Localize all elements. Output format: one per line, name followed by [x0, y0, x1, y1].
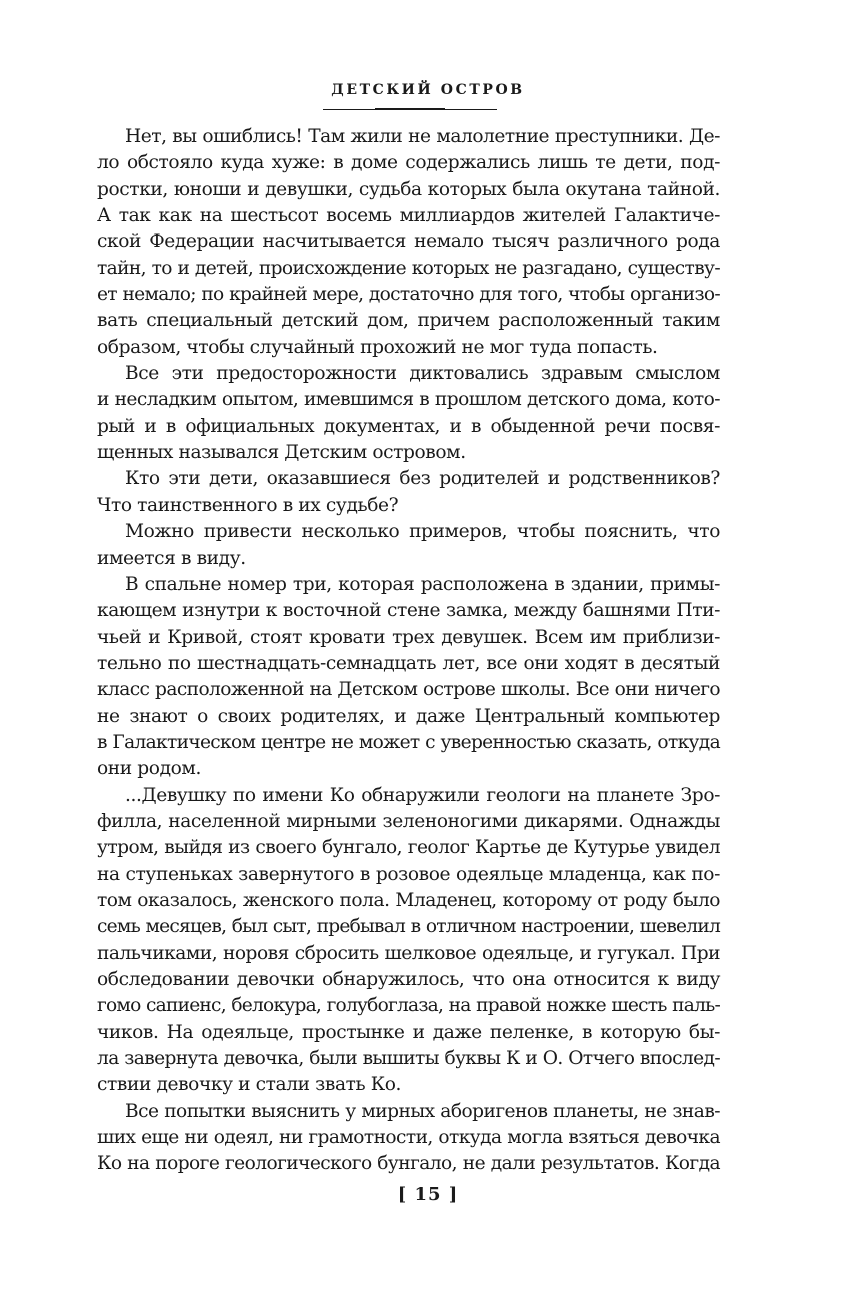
text-line: и несладким опытом, имевшимся в прошлом детского дома, кото- [97, 389, 720, 411]
text-line: не знают о своих родителях, и даже Центральный компьютер [97, 705, 720, 727]
text-line: они родом. [97, 758, 202, 780]
text-line: класс расположенной на Детском острове школы. Все они ничего [97, 679, 720, 701]
text-line: в Галактическом центре не может с уверенностью сказать, откуда [97, 731, 720, 753]
text-line: вать специальный детский дом, причем расположенный таким [97, 310, 720, 332]
text-line: рый и в официальных документах, и в обыденной речи посвя- [97, 415, 720, 437]
running-head: ДЕТСКИЙ ОСТРОВ [331, 82, 525, 98]
text-line: утром, выйдя из своего бунгало, геолог Картье де Кутурье увидел [97, 837, 720, 859]
paragraph-first-line: Все эти предосторожности диктовались здравым смыслом [125, 363, 720, 385]
text-line: ростки, юноши и девушки, судьба которых была окутана тайной. [97, 178, 720, 200]
text-line: чиков. На одеяльце, простынке и даже пеленке, в которую бы- [97, 1021, 720, 1043]
text-line: филла, населенной мирными зеленоногими дикарями. Однажды [97, 810, 720, 832]
text-line: ской Федерации насчитывается немало тысяч различного рода [97, 231, 720, 253]
text-line: пальчиками, норовя сбросить шелковое одеяльце, и гугукал. При [97, 942, 720, 964]
text-line: гомо сапиенс, белокура, голубоглаза, на правой ножке шесть паль- [97, 995, 720, 1017]
paragraph-first-line: ...Девушку по имени Ко обнаружили геологи на планете Зро- [125, 784, 720, 806]
text-line: имеется в виду. [97, 547, 246, 569]
text-line: ствии девочку и стали звать Ко. [97, 1074, 402, 1096]
text-line: ет немало; по крайней мере, достаточно для того, чтобы организо- [97, 284, 720, 306]
text-line: образом, чтобы случайный прохожий не мог туда попасть. [97, 336, 658, 358]
paragraph-first-line: Можно привести несколько примеров, чтобы пояснить, что [125, 521, 720, 543]
text-line: семь месяцев, был сыт, пребывал в отличном настроении, шевелил [97, 916, 720, 938]
text-line: А так как на шестьсот восемь миллиардов жителей Галактиче- [97, 205, 720, 227]
text-line: том оказалось, женского пола. Младенец, которому от роду было [97, 889, 720, 911]
text-line: Ко на пороге геологического бунгало, не дали результатов. Когда [97, 1153, 720, 1175]
paragraph-first-line: В спальне номер три, которая расположена в здании, примы- [125, 573, 720, 595]
text-line: ших еще ни одеял, ни грамотности, откуда могла взяться девочка [97, 1127, 720, 1149]
paragraph-first-line: Нет, вы ошиблись! Там жили не малолетние преступники. Де- [125, 126, 720, 147]
paragraph-first-line: Кто эти дети, оказавшиеся без родителей и родственников? [125, 468, 720, 490]
paragraph-first-line: Все попытки выяснить у мирных аборигенов планеты, не знав- [125, 1100, 720, 1122]
text-line: щенных назывался Детским островом. [97, 442, 466, 464]
text-line: Что таинственного в их судьбе? [97, 494, 399, 516]
text-line: ло обстояло куда хуже: в доме содержались лишь те дети, под- [97, 152, 720, 174]
text-line: чьей и Кривой, стоят кровати трех девушек. Всем им приблизи- [97, 626, 720, 648]
text-line: кающем изнутри к восточной стене замка, между башнями Пти- [97, 600, 720, 622]
text-line: обследовании девочки обнаружилось, что она относится к виду [97, 969, 720, 990]
text-line: тельно по шестнадцать-семнадцать лет, все они ходят в десятый [97, 652, 720, 674]
running-head-rule-accent [375, 108, 445, 110]
text-line: на ступеньках завернутого в розовое одеяльце младенца, как по- [97, 863, 720, 885]
text-line: тайн, то и детей, происхождение которых не разгадано, существу- [97, 257, 720, 279]
text-line: ла завернута девочка, были вышиты буквы К и О. Отчего впослед- [97, 1048, 720, 1070]
page-number: [ 15 ] [397, 1184, 459, 1205]
body-text [97, 124, 720, 1178]
